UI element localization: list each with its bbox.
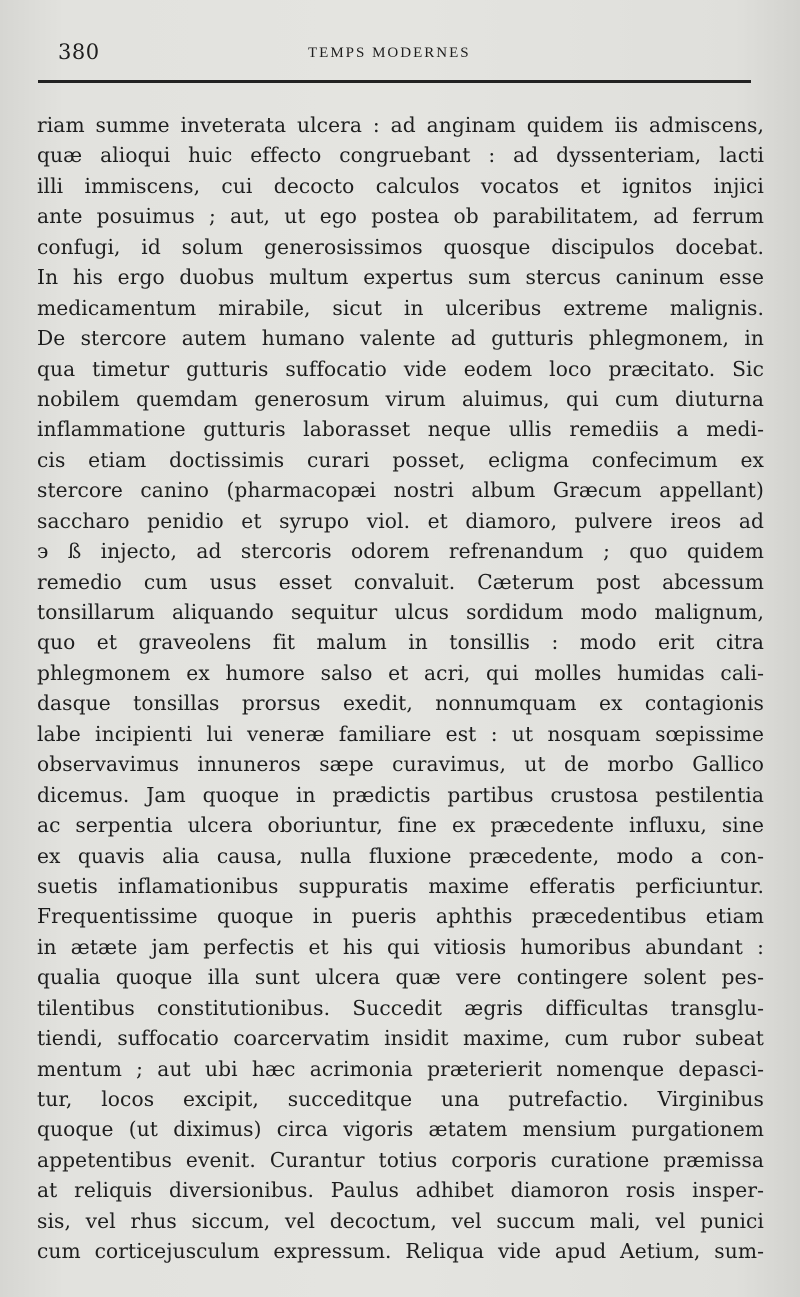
text-line: mentum ; aut ubi hæc acrimonia præterierit nomenque depasci-	[37, 1056, 764, 1081]
text-line: at reliquis diversionibus. Paulus adhibet diamoron rosis insper-	[37, 1178, 764, 1203]
text-line: qua timetur gutturis suffocatio vide eodem loco præcitato. Sic	[37, 356, 764, 381]
text-line: tilentibus constitutionibus. Succedit ægris difficultas transglu-	[37, 995, 764, 1020]
text-line: quoque (ut diximus) circa vigoris ætatem mensium purgationem	[37, 1117, 764, 1142]
text-line: medicamentum mirabile, sicut in ulceribus extreme malignis.	[37, 295, 764, 320]
text-line: ex quavis alia causa, nulla fluxione præcedente, modo a con-	[37, 843, 764, 868]
text-line: cum corticejusculum expressum. Reliqua vide apud Aetium, sum-	[37, 1239, 764, 1264]
text-line: appetentibus evenit. Curantur totius corporis curatione præmissa	[37, 1147, 764, 1172]
page-number: 380	[58, 40, 100, 64]
text-line: inflammatione gutturis laborasset neque ullis remediis a medi-	[37, 417, 764, 442]
text-line: suetis inflamationibus suppuratis maxime efferatis perficiuntur.	[37, 873, 764, 898]
text-line: phlegmonem ex humore salso et acri, qui molles humidas cali-	[37, 660, 764, 685]
text-line: quæ alioqui huic effecto congruebant : ad dyssenteriam, lacti	[37, 143, 764, 168]
text-line: nobilem quemdam generosum virum aluimus, qui cum diuturna	[37, 386, 764, 411]
text-line: sis, vel rhus siccum, vel decoctum, vel succum mali, vel punici	[37, 1208, 764, 1233]
text-line: tonsillarum aliquando sequitur ulcus sordidum modo malignum,	[37, 600, 764, 624]
text-line: observavimus innuneros sæpe curavimus, ut de morbo Gallico	[37, 752, 764, 777]
text-line: ϶ ß injecto, ad stercoris odorem refrenandum ; quo quidem	[37, 539, 764, 564]
text-line: saccharo penidio et syrupo viol. et diamoro, pulvere ireos ad	[37, 508, 764, 533]
text-line: Frequentissime quoque in pueris aphthis præcedentibus etiam	[37, 904, 764, 929]
text-line: tur, locos excipit, succeditque una putrefactio. Virginibus	[37, 1087, 764, 1111]
text-line: ante posuimus ; aut, ut ego postea ob parabilitatem, ad ferrum	[37, 204, 764, 229]
text-line: dicemus. Jam quoque in prædictis partibus crustosa pestilentia	[37, 782, 764, 807]
text-line: cis etiam doctissimis curari posset, ecligma confecimum ex	[37, 447, 764, 472]
text-line: stercore canino (pharmacopæi nostri album Græcum appellant)	[37, 478, 764, 503]
text-line: In his ergo duobus multum expertus sum stercus caninum esse	[37, 265, 764, 290]
page-header	[38, 40, 752, 70]
text-line: labe incipienti lui veneræ familiare est : ut nosquam sœpissime	[37, 721, 764, 746]
text-line: riam summe inveterata ulcera : ad anginam quidem iis admiscens,	[37, 113, 764, 137]
text-line: illi immiscens, cui decocto calculos vocatos et ignitos injici	[37, 173, 764, 198]
text-line: confugi, id solum generosissimos quosque discipulos docebat.	[37, 234, 764, 259]
text-line: dasque tonsillas prorsus exedit, nonnumquam ex contagionis	[37, 691, 764, 716]
text-line: De stercore autem humano valente ad gutturis phlegmonem, in	[37, 326, 764, 351]
text-line: quo et graveolens fit malum in tonsillis : modo erit citra	[37, 630, 764, 655]
text-line: remedio cum usus esset convaluit. Cæterum post abcessum	[37, 569, 764, 594]
text-line: ac serpentia ulcera oboriuntur, fine ex præcedente influxu, sine	[37, 813, 764, 838]
text-line: qualia quoque illa sunt ulcera quæ vere contingere solent pes-	[37, 965, 764, 990]
body-text	[37, 110, 764, 1267]
header-rule	[38, 80, 751, 83]
text-line: in ætæte jam perfectis et his qui vitiosis humoribus abundant :	[37, 934, 764, 959]
running-head: TEMPS MODERNES	[308, 45, 471, 61]
text-line: tiendi, suffocatio coarcervatim insidit maxime, cum rubor subeat	[37, 1026, 764, 1051]
